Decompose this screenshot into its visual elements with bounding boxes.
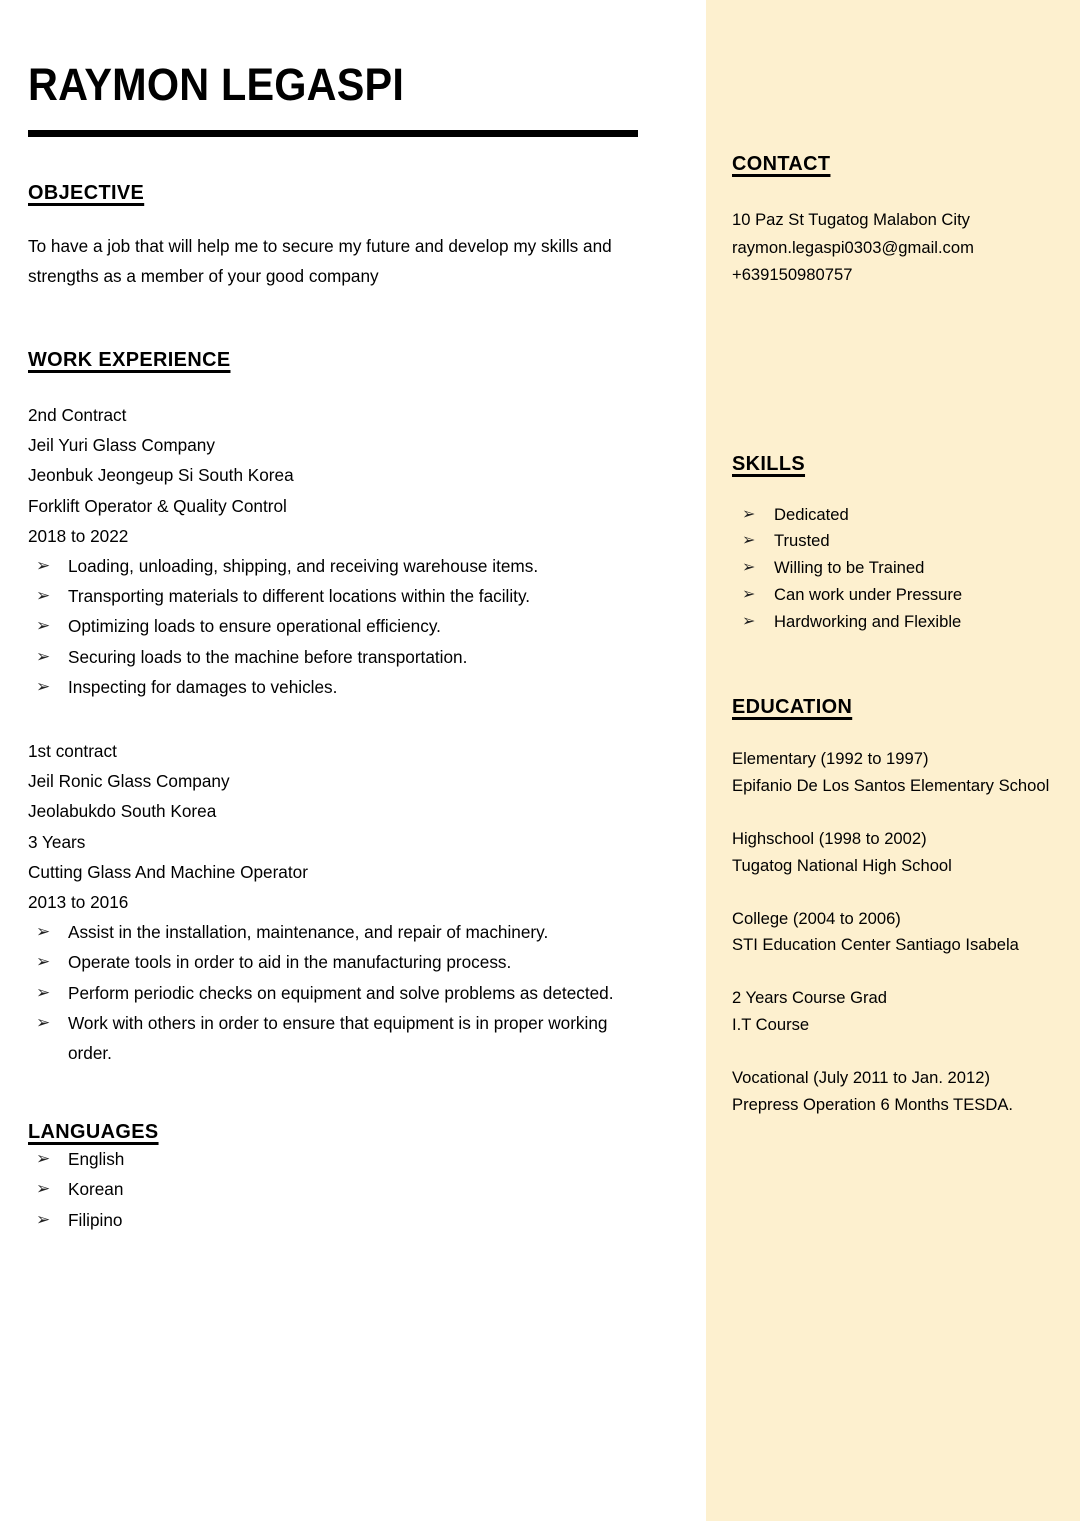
- candidate-name: RAYMON LEGASPI: [28, 59, 405, 110]
- education-entry: [732, 906, 1058, 960]
- list-item: [28, 611, 643, 641]
- job-duties-list: [28, 917, 666, 1068]
- list-item-label: Dedicated: [774, 504, 849, 524]
- list-item-label: Operate tools in order to aid in the manufacturing process.: [68, 952, 512, 973]
- education-period: Elementary (1992 to 1997): [732, 749, 929, 769]
- arrow-bullet-icon: ➢: [36, 676, 51, 696]
- list-item-label: Willing to be Trained: [774, 558, 925, 578]
- list-item: [28, 581, 643, 611]
- list-item-label: Assist in the installation, maintenance, and repair of machinery.: [68, 922, 549, 943]
- job-contract-label: 1st contract: [28, 740, 117, 761]
- list-item-label: Hardworking and Flexible: [774, 611, 962, 631]
- education-heading: EDUCATION: [732, 695, 853, 719]
- arrow-bullet-icon: ➢: [36, 922, 51, 942]
- job-duration: 3 Years: [28, 831, 86, 852]
- list-item: [28, 1008, 643, 1068]
- job-dates: 2013 to 2016: [28, 891, 129, 912]
- sidebar-column: [706, 0, 1080, 1527]
- job-location: Jeonbuk Jeongeup Si South Korea: [28, 465, 294, 486]
- list-item-label: Optimizing loads to ensure operational efficiency.: [68, 616, 441, 637]
- education-period: Highschool (1998 to 2002): [732, 829, 927, 849]
- job-entry: [28, 736, 666, 1068]
- languages-heading: LANGUAGES: [28, 1120, 159, 1144]
- arrow-bullet-icon: ➢: [36, 555, 51, 575]
- list-item-label: English: [68, 1149, 125, 1170]
- education-institution: Epifanio De Los Santos Elementary School: [732, 776, 1050, 796]
- list-item: [28, 1205, 643, 1235]
- list-item-label: Inspecting for damages to vehicles.: [68, 676, 338, 697]
- list-item-label: Loading, unloading, shipping, and receiving warehouse items.: [68, 555, 539, 576]
- arrow-bullet-icon: ➢: [36, 1012, 51, 1032]
- arrow-bullet-icon: ➢: [742, 585, 756, 603]
- list-item: [732, 582, 1058, 609]
- arrow-bullet-icon: ➢: [742, 612, 756, 630]
- work-experience-heading: WORK EXPERIENCE: [28, 347, 231, 371]
- job-duties-list: [28, 551, 666, 702]
- contact-heading: CONTACT: [732, 152, 831, 175]
- list-item-label: Transporting materials to different locations within the facility.: [68, 586, 531, 607]
- list-item-label: Can work under Pressure: [774, 584, 963, 604]
- list-item: [28, 917, 643, 947]
- arrow-bullet-icon: ➢: [36, 586, 51, 606]
- education-entry: [732, 746, 1058, 800]
- education-entry: [732, 1065, 1058, 1119]
- arrow-bullet-icon: ➢: [36, 1209, 51, 1229]
- education-period: College (2004 to 2006): [732, 908, 901, 928]
- list-item: [28, 642, 643, 672]
- list-item: [732, 555, 1058, 582]
- list-item: [28, 672, 643, 702]
- list-item-label: Korean: [68, 1179, 124, 1200]
- header-divider-rule: [28, 130, 638, 137]
- job-company: Jeil Yuri Glass Company: [28, 435, 215, 456]
- list-item-label: Filipino: [68, 1209, 123, 1230]
- job-dates: 2018 to 2022: [28, 525, 129, 546]
- contact-phone: +639150980757: [732, 265, 853, 284]
- list-item-label: Work with others in order to ensure that equipment is in proper working order.: [68, 1012, 608, 1063]
- list-item-label: Securing loads to the machine before transportation.: [68, 646, 468, 667]
- list-item-label: Perform periodic checks on equipment and solve problems as detected.: [68, 982, 614, 1003]
- arrow-bullet-icon: ➢: [36, 1149, 51, 1169]
- skills-heading: SKILLS: [732, 451, 806, 475]
- contact-address: 10 Paz St Tugatog Malabon City: [732, 210, 970, 229]
- list-item: [28, 1144, 643, 1174]
- job-entry: [28, 400, 666, 702]
- education-entry: [732, 826, 1058, 880]
- list-item: [28, 978, 643, 1008]
- objective-heading: OBJECTIVE: [28, 180, 145, 204]
- list-item: [732, 528, 1058, 555]
- contact-email: raymon.legaspi0303@gmail.com: [732, 237, 974, 257]
- job-contract-label: 2nd Contract: [28, 404, 127, 425]
- arrow-bullet-icon: ➢: [36, 646, 51, 666]
- job-role: Forklift Operator & Quality Control: [28, 495, 287, 516]
- list-item: [28, 947, 643, 977]
- list-item: [732, 609, 1058, 636]
- education-period: 2 Years Course Grad: [732, 988, 887, 1008]
- list-item: [732, 502, 1058, 529]
- job-role: Cutting Glass And Machine Operator: [28, 861, 308, 882]
- job-company: Jeil Ronic Glass Company: [28, 771, 230, 792]
- education-period: Vocational (July 2011 to Jan. 2012): [732, 1067, 990, 1087]
- arrow-bullet-icon: ➢: [742, 559, 756, 577]
- skills-list: [732, 502, 1058, 636]
- education-entry: [732, 985, 1058, 1039]
- arrow-bullet-icon: ➢: [36, 952, 51, 972]
- job-location: Jeolabukdo South Korea: [28, 801, 217, 822]
- list-item: [28, 1174, 643, 1204]
- languages-list: [28, 1144, 666, 1235]
- arrow-bullet-icon: ➢: [742, 532, 756, 550]
- arrow-bullet-icon: ➢: [742, 505, 756, 523]
- education-institution: Tugatog National High School: [732, 855, 952, 875]
- objective-text: To have a job that will help me to secure my future and develop my skills and strengths as a member of your good company: [28, 235, 612, 287]
- list-item-label: Trusted: [774, 531, 830, 551]
- education-institution: Prepress Operation 6 Months TESDA.: [732, 1094, 1013, 1114]
- education-institution: I.T Course: [732, 1015, 810, 1035]
- education-institution: STI Education Center Santiago Isabela: [732, 935, 1019, 955]
- arrow-bullet-icon: ➢: [36, 1179, 51, 1199]
- list-item: [28, 551, 643, 581]
- contact-details: [732, 206, 1058, 289]
- arrow-bullet-icon: ➢: [36, 616, 51, 636]
- arrow-bullet-icon: ➢: [36, 982, 51, 1002]
